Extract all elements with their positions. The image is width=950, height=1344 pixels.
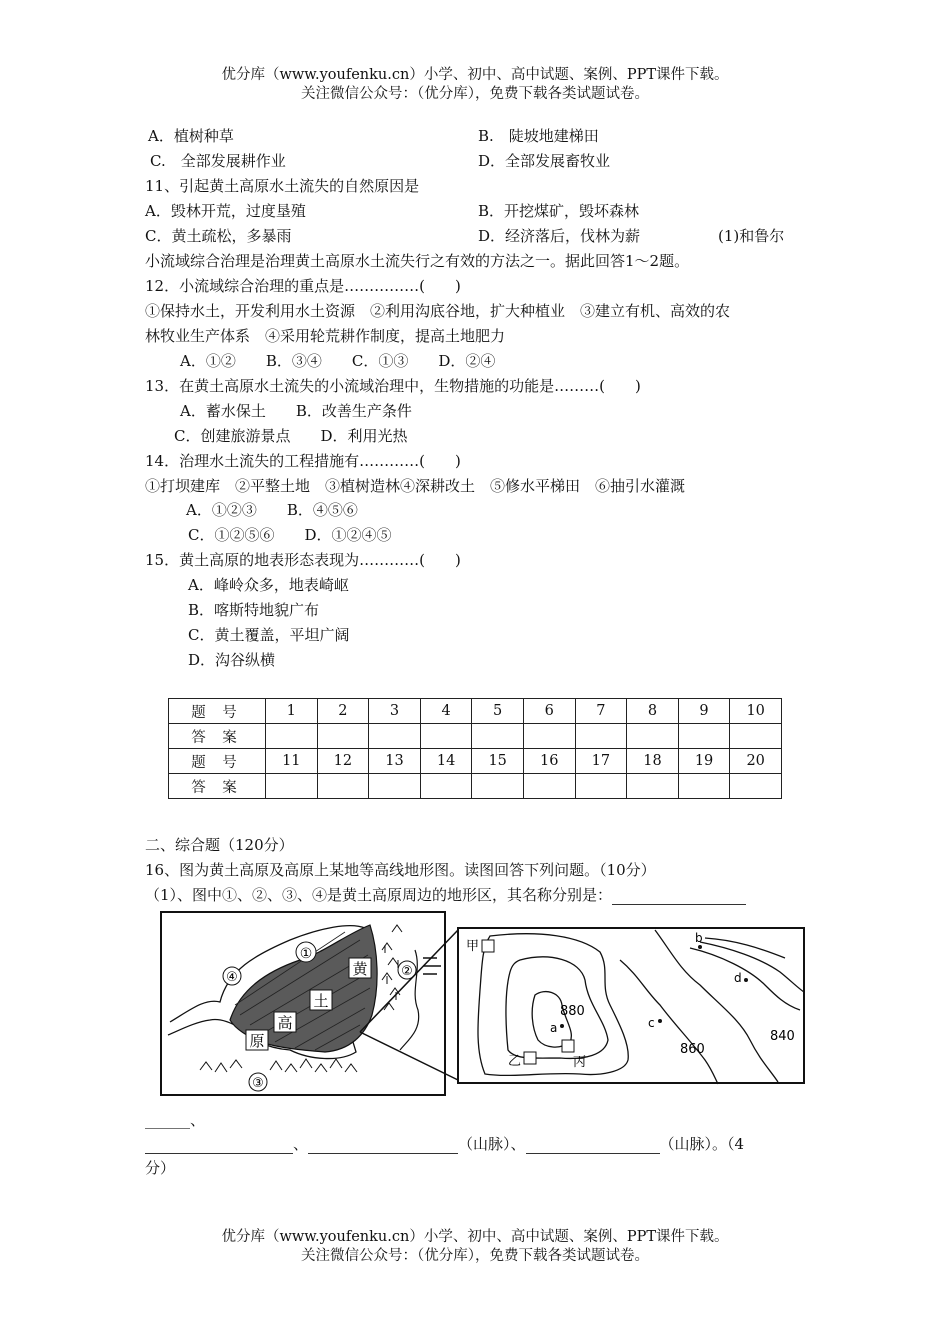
region-1-label: ① xyxy=(299,946,313,962)
region-2-label: ② xyxy=(401,964,413,979)
answer-cell[interactable] xyxy=(575,724,627,749)
footer-line-1: 优分库（www.youfenku.cn）小学、初中、高中试题、案例、PPT课件下载。 xyxy=(221,1229,729,1245)
answer-cell[interactable] xyxy=(730,724,782,749)
answer-cell[interactable] xyxy=(523,724,575,749)
table-row xyxy=(169,699,782,724)
label-jia: 甲 xyxy=(466,939,480,954)
answer-blank[interactable] xyxy=(526,1153,660,1154)
q16-stem: 16、图为黄土高原及高原上某地等高线地形图。读图回答下列问题。（10分） xyxy=(145,861,656,879)
q12-items-2: 林牧业生产体系 ④采用轮荒耕作制度，提高土地肥力 xyxy=(145,327,506,345)
mountain-label-1: （山脉）、 xyxy=(458,1135,526,1153)
point-a-dot xyxy=(560,1024,564,1028)
label-d: d xyxy=(734,971,742,985)
q13-options-2: C．创建旅游景点 D．利用光热 xyxy=(174,427,408,445)
score-tail: 分） xyxy=(145,1159,176,1177)
label-bing: 丙 xyxy=(573,1055,587,1070)
cell-num: 6 xyxy=(523,699,575,724)
map-char-huang: 黄 xyxy=(352,960,368,978)
region-3-label: ③ xyxy=(252,1076,264,1091)
q11-option-a: A．毁林开荒，过度垦殖 xyxy=(145,202,306,220)
table-row xyxy=(169,724,782,749)
answer-cell[interactable] xyxy=(730,774,782,799)
q11-option-b: B．开挖煤矿，毁坏森林 xyxy=(478,202,640,220)
label-question-number: 题 号 xyxy=(169,699,266,724)
answer-cell[interactable] xyxy=(627,774,679,799)
cell-num: 12 xyxy=(317,749,369,774)
answer-cell[interactable] xyxy=(420,724,472,749)
q16-blanks-row xyxy=(145,1134,744,1154)
cell-num: 20 xyxy=(730,749,782,774)
q15-stem: 15．黄土高原的地表形态表现为…………( ) xyxy=(145,551,461,569)
answer-cell[interactable] xyxy=(317,724,369,749)
point-b-dot xyxy=(698,945,702,949)
point-bing-box xyxy=(562,1040,574,1052)
q13-stem: 13．在黄土高原水土流失的小流域治理中，生物措施的功能是………( ) xyxy=(145,377,641,395)
edge-marks xyxy=(423,958,441,974)
answer-cell[interactable] xyxy=(523,774,575,799)
cell-num: 13 xyxy=(369,749,421,774)
label-answer: 答 案 xyxy=(169,774,266,799)
label-answer: 答 案 xyxy=(169,724,266,749)
blank-line-1: ______、 xyxy=(145,1111,206,1129)
q10-option-c: C. 全部发展耕作业 xyxy=(150,152,286,170)
label-c: c xyxy=(648,1016,655,1030)
q16-sub1-text: （1）、图中①、②、③、④是黄土高原周边的地形区，其名称分别是： xyxy=(145,886,613,904)
point-yi-box xyxy=(524,1052,536,1064)
header-line-1: 优分库（www.youfenku.cn）小学、初中、高中试题、案例、PPT课件下载。 xyxy=(221,67,729,83)
intro-text: 小流域综合治理是治理黄土高原水土流失行之有效的方法之一。据此回答1～2题。 xyxy=(145,252,690,270)
answer-cell[interactable] xyxy=(317,774,369,799)
answer-cell[interactable] xyxy=(472,774,524,799)
answer-cell[interactable] xyxy=(678,724,730,749)
section2-title: 二、综合题（120分） xyxy=(145,836,294,854)
q15-option-d: D．沟谷纵横 xyxy=(188,651,276,669)
q12-items-1: ①保持水土，开发利用水土资源 ②利用沟底谷地，扩大种植业 ③建立有机、高效的农 xyxy=(145,302,731,320)
elevation-840: 840 xyxy=(770,1029,795,1044)
cell-num: 2 xyxy=(317,699,369,724)
q11-tail: (1)和鲁尔 xyxy=(718,227,785,245)
cell-num: 11 xyxy=(266,749,318,774)
q11-option-d: D．经济落后，伐林为薪 xyxy=(478,227,641,245)
answer-blank[interactable] xyxy=(308,1153,458,1154)
header-line-2: 关注微信公众号：（优分库），免费下载各类试题试卷。 xyxy=(301,86,649,102)
q12-options: A．①② B．③④ C．①③ D．②④ xyxy=(180,352,496,370)
answer-cell[interactable] xyxy=(575,774,627,799)
table-row xyxy=(169,749,782,774)
answer-cell[interactable] xyxy=(369,774,421,799)
label-b: b xyxy=(695,931,703,945)
q10-option-a: A．植树种草 xyxy=(148,127,234,145)
q14-options-2: C．①②⑤⑥ D．①②④⑤ xyxy=(188,526,392,544)
answer-cell[interactable] xyxy=(627,724,679,749)
answer-cell[interactable] xyxy=(678,774,730,799)
mountain-label-2: （山脉）。（4 xyxy=(659,1135,745,1153)
q13-options-1: A．蓄水保土 B．改善生产条件 xyxy=(180,402,412,420)
map-char-gao: 高 xyxy=(277,1014,293,1032)
point-c-dot xyxy=(658,1019,662,1023)
q15-option-b: B．喀斯特地貌广布 xyxy=(188,601,320,619)
q10-option-d: D．全部发展畜牧业 xyxy=(478,152,611,170)
cell-num: 5 xyxy=(472,699,524,724)
elevation-880: 880 xyxy=(560,1004,585,1019)
answer-cell[interactable] xyxy=(472,724,524,749)
cell-num: 1 xyxy=(266,699,318,724)
cell-num: 16 xyxy=(523,749,575,774)
region-4-label: ④ xyxy=(226,970,238,985)
q15-option-a: A．峰岭众多，地表崎岖 xyxy=(188,576,349,594)
cell-num: 18 xyxy=(627,749,679,774)
q11-option-c: C．黄土疏松，多暴雨 xyxy=(145,227,292,245)
separator-comma: 、 xyxy=(293,1135,309,1153)
cell-num: 8 xyxy=(627,699,679,724)
cell-num: 10 xyxy=(730,699,782,724)
q14-stem: 14．治理水土流失的工程措施有…………( ) xyxy=(145,452,461,470)
cell-num: 4 xyxy=(420,699,472,724)
map-figure xyxy=(160,910,808,1096)
elevation-860: 860 xyxy=(680,1042,705,1057)
answer-cell[interactable] xyxy=(420,774,472,799)
cell-num: 14 xyxy=(420,749,472,774)
table-row xyxy=(169,774,782,799)
cell-num: 17 xyxy=(575,749,627,774)
q12-stem: 12．小流域综合治理的重点是……………( ) xyxy=(145,277,461,295)
q14-items: ①打坝建库 ②平整土地 ③植树造林④深耕改土 ⑤修水平梯田 ⑥抽引水灌溉 xyxy=(145,477,686,495)
q10-option-b: B. 陡坡地建梯田 xyxy=(478,127,599,145)
answer-blank[interactable] xyxy=(145,1153,293,1154)
q11-stem: 11、引起黄土高原水土流失的自然原因是 xyxy=(145,177,420,195)
cell-num: 19 xyxy=(678,749,730,774)
answer-cell[interactable] xyxy=(266,774,318,799)
cell-num: 9 xyxy=(678,699,730,724)
cell-num: 7 xyxy=(575,699,627,724)
map-char-tu: 土 xyxy=(313,992,329,1010)
answer-cell[interactable] xyxy=(369,724,421,749)
footer-line-2: 关注微信公众号：（优分库），免费下载各类试题试卷。 xyxy=(301,1248,649,1264)
q14-options-1: A．①②③ B．④⑤⑥ xyxy=(186,501,358,519)
label-question-number: 题 号 xyxy=(169,749,266,774)
point-jia-box xyxy=(482,940,494,952)
map-char-yuan: 原 xyxy=(249,1032,265,1050)
label-a: a xyxy=(550,1021,558,1035)
point-d-dot xyxy=(744,978,748,982)
answer-table xyxy=(168,698,782,799)
cell-num: 3 xyxy=(369,699,421,724)
answer-blank[interactable] xyxy=(612,904,746,905)
answer-cell[interactable] xyxy=(266,724,318,749)
q16-sub1 xyxy=(145,885,746,905)
q15-option-c: C．黄土覆盖，平坦广阔 xyxy=(188,626,350,644)
cell-num: 15 xyxy=(472,749,524,774)
label-yi: 乙 xyxy=(508,1054,522,1069)
